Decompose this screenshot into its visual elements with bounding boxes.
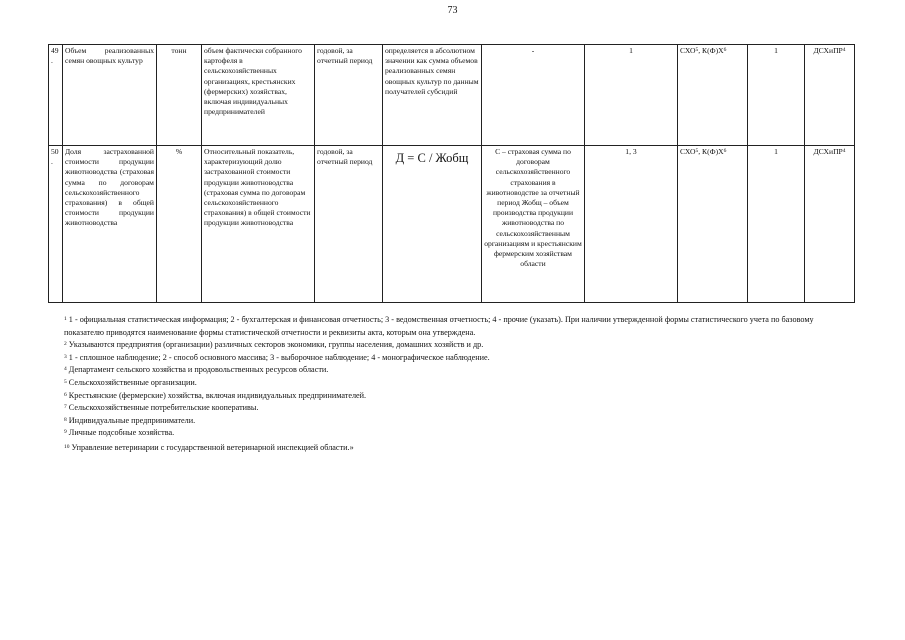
- footnote-mark: 4: [64, 366, 67, 373]
- population-cell: [678, 45, 748, 146]
- population-cell: [678, 146, 748, 303]
- observation-code-cell: 1: [748, 146, 805, 303]
- source-code-cell: 1: [585, 45, 678, 146]
- footnote-text: 1 - официальная статистическая информация; 2 - бухгалтерская и финансовая отчетность; 3 - ведомственная отчетность; 4 - прочие (указать). При наличии утвержденной формы статистического учета по базовому показателю приводятся наименование формы статистической отчетности и реквизиты акта, которым она утверждена.: [64, 315, 814, 337]
- footnote: [64, 402, 854, 415]
- page-number: 73: [447, 5, 458, 16]
- footnote: [64, 377, 854, 390]
- components-cell: -: [482, 45, 585, 146]
- footnote: [64, 339, 854, 352]
- population-mid: , К(Ф)Х: [698, 46, 724, 55]
- footnote: [64, 314, 854, 339]
- footnote-text: Управление ветеринарии с государственной ветеринарной инспекцией области.»: [69, 442, 354, 452]
- responsible-sup: 4: [842, 47, 846, 53]
- footnote-mark: 10: [64, 443, 70, 450]
- footnote-mark: 3: [64, 353, 67, 360]
- population-sup-2: 6: [723, 47, 727, 53]
- definition-cell: Относительный показатель, характеризующий долю застрахованной стоимости продукции животноводства (страховая сумма по договорам сельскохозяйственного страхования) в общей стоимости продукции животноводства: [202, 146, 315, 303]
- table-row: [49, 45, 855, 146]
- population-sup-1: 5: [695, 47, 699, 53]
- row-number: 50.: [49, 146, 63, 303]
- definition-cell: объем фактически собранного картофеля в сельскохозяйственных организациях, крестьянских (фермерских) хозяйствах, включая индивидуальных предпринимателей: [202, 45, 315, 146]
- footnote: [64, 390, 854, 403]
- method-text: определяется в абсолютном значении как сумма объемов реализованных семян овощных культур по данным получателей субсидий: [385, 46, 479, 96]
- row-number: 49.: [49, 45, 63, 146]
- indicator-name: Объем реализованных семян овощных культур: [63, 45, 157, 146]
- indicator-name: Доля застрахованной стоимости продукции животноводства (страховая сумма по договорам сельскохозяйственного страхования) в общей стоимости продукции животноводства: [63, 146, 157, 303]
- population-text: СХО: [680, 46, 696, 55]
- observation-code-cell: 1: [748, 45, 805, 146]
- population-mid: , К(Ф)Х: [698, 147, 724, 156]
- footnote-mark: 7: [64, 404, 67, 411]
- footnote: [64, 442, 854, 455]
- unit-cell: тонн: [157, 45, 202, 146]
- footnote-mark: 1: [64, 316, 67, 322]
- footnote-text: Личные подсобные хозяйства.: [66, 428, 175, 438]
- unit-cell: %: [157, 146, 202, 303]
- components-cell: С – страховая сумма по договорам сельскохозяйственного страхования в животноводстве за отчетный период Жобщ – объем производства продукции животноводства по сельскохозяйственным организациям и крестьянским фермерским хозяйствам области: [482, 146, 585, 303]
- responsible-cell: [805, 146, 855, 303]
- footnote-mark: 5: [64, 378, 67, 385]
- responsible-text: ДСХиПР: [813, 147, 843, 156]
- periodicity-cell: годовой, за отчетный период: [315, 45, 383, 146]
- responsible-sup: 4: [842, 148, 846, 154]
- responsible-cell: [805, 45, 855, 146]
- population-sup-2: 6: [723, 148, 727, 154]
- footnote-mark: 6: [64, 391, 67, 398]
- table-row: [49, 146, 855, 303]
- footnote: [64, 415, 854, 428]
- footnotes: [64, 314, 854, 455]
- footnote-mark: 9: [64, 429, 67, 436]
- footnote-mark: 8: [64, 416, 67, 423]
- indicators-table: [48, 44, 855, 303]
- footnote-text: Департамент сельского хозяйства и продовольственных ресурсов области.: [66, 365, 329, 375]
- method-cell: [383, 45, 482, 146]
- responsible-text: ДСХиПР: [813, 46, 843, 55]
- footnote: [64, 352, 854, 365]
- footnote-text: Крестьянские (фермерские) хозяйства, включая индивидуальных предпринимателей.: [66, 390, 367, 400]
- footnote-text: 1 - сплошное наблюдение; 2 - способ основного массива; 3 - выборочное наблюдение; 4 - монографическое наблюдение.: [66, 352, 490, 362]
- periodicity-cell: годовой, за отчетный период: [315, 146, 383, 303]
- footnote-text: Индивидуальные предприниматели.: [66, 415, 196, 425]
- population-sup-1: 5: [695, 148, 699, 154]
- population-text: СХО: [680, 147, 696, 156]
- formula: Д = С / Жобщ: [395, 151, 469, 165]
- footnote: [64, 427, 854, 440]
- footnote-mark: 2: [64, 341, 67, 348]
- footnote-text: Указываются предприятия (организации) различных секторов экономики, группы населения, домашних хозяйств и др.: [66, 340, 484, 350]
- footnote: [64, 364, 854, 377]
- source-code-cell: 1, 3: [585, 146, 678, 303]
- footnote-text: Сельскохозяйственные организации.: [66, 377, 197, 387]
- method-cell: [383, 146, 482, 303]
- footnote-text: Сельскохозяйственные потребительские кооперативы.: [66, 403, 259, 413]
